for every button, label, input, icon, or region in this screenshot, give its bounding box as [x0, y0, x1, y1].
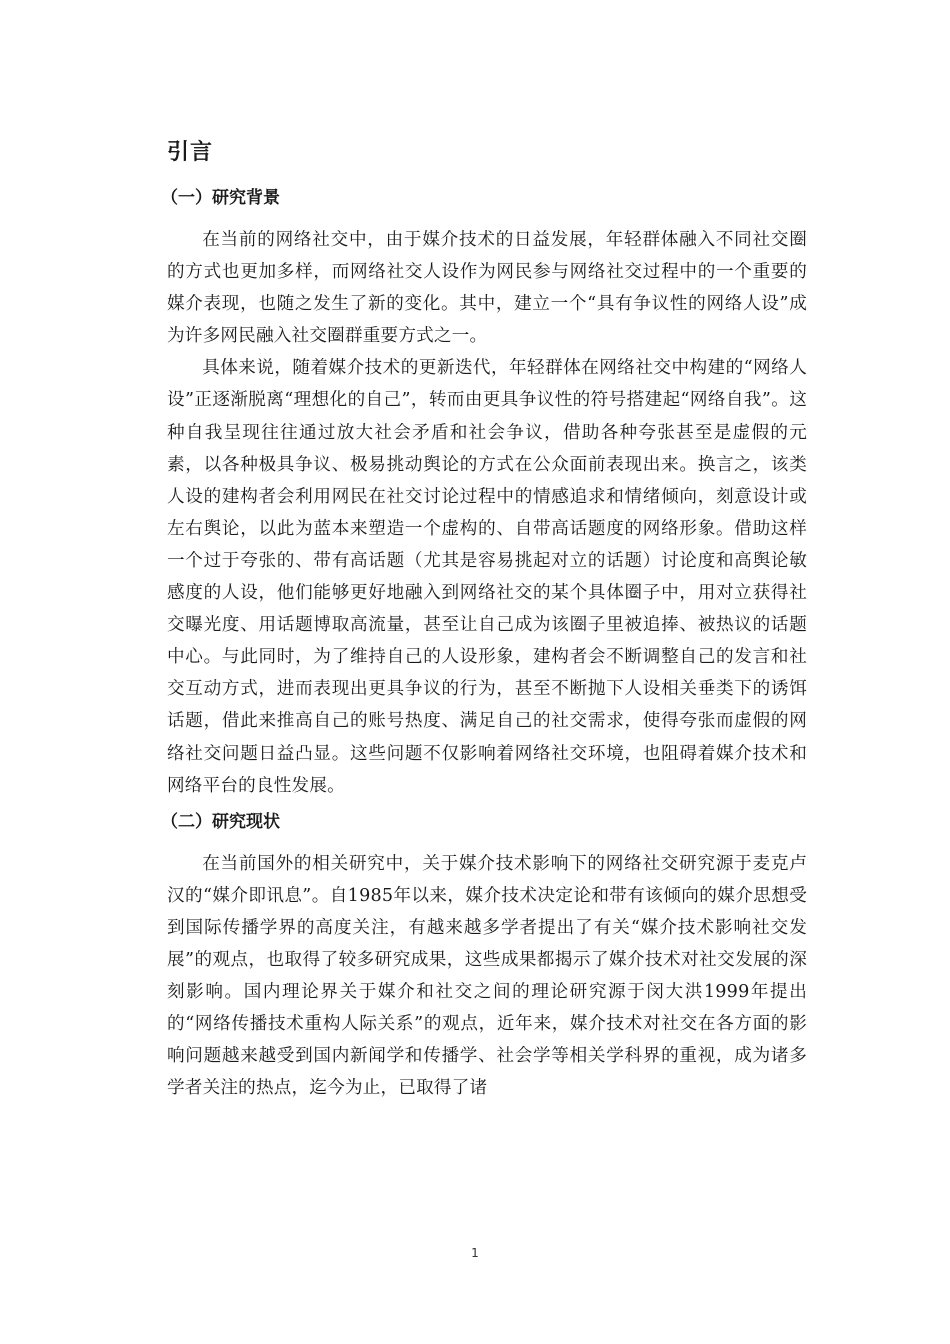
- section-status: [161, 810, 807, 1105]
- section-background: [161, 186, 807, 802]
- paragraph: 具体来说，随着媒介技术的更新迭代，年轻群体在网络社交中构建的“网络人设”正逐渐脱离“理想化的自己”，转而由更具争议性的符号搭建起“网络自我”。这种自我呈现往往通过放大社会矛盾和社会争议，借助各种夸张甚至是虚假的元素，以各种极具争议、极易挑动舆论的方式在公众面前表现出来。换言之，该类人设的建构者会利用网民在社交讨论过程中的情感追求和情绪倾向，刻意设计或左右舆论，以此为蓝本来塑造一个虚构的、自带高话题度的网络形象。借助这样一个过于夸张的、带有高话题（尤其是容易挑起对立的话题）讨论度和高舆论敏感度的人设，他们能够更好地融入到网络社交的某个具体圈子中，用对立获得社交曝光度、用话题博取高流量，甚至让自己成为该圈子里被追捧、被热议的话题中心。与此同时，为了维持自己的人设形象，建构者会不断调整自己的发言和社交互动方式，进而表现出更具争议的行为，甚至不断抛下人设相关垂类下的诱饵话题，借此来推高自己的账号热度、满足自己的社交需求，使得夸张而虚假的网络社交问题日益凸显。这些问题不仅影响着网络社交环境，也阻碍着媒介技术和网络平台的良性发展。: [167, 358, 807, 796]
- section-heading: （一）研究背景: [161, 188, 280, 208]
- paragraph: 在当前的网络社交中，由于媒介技术的日益发展，年轻群体融入不同社交圈的方式也更加多样，而网络社交人设作为网民参与网络社交过程中的一个重要的媒介表现，也随之发生了新的变化。其中，建立一个“具有争议性的网络人设”成为许多网民融入社交圈群重要方式之一。: [167, 230, 807, 347]
- page-content: [161, 138, 807, 1112]
- page-number: 1: [471, 1246, 479, 1260]
- section-heading: （二）研究现状: [161, 811, 280, 832]
- document-title: 引言: [167, 140, 214, 165]
- paragraph: 在当前国外的相关研究中，关于媒介技术影响下的网络社交研究源于麦克卢汉的“媒介即讯息”。自1985年以来，媒介技术决定论和带有该倾向的媒介思想受到国际传播学界的高度关注，有越来越多学者提出了有关“媒介技术影响社交发展”的观点，也取得了较多研究成果，这些成果都揭示了媒介技术对社交发展的深刻影响。国内理论界关于媒介和社交之间的理论研究源于闵大洪1999年提出的“网络传播技术重构人际关系”的观点，近年来，媒介技术对社交在各方面的影响问题越来越受到国内新闻学和传播学、社会学等相关学科界的重视，成为诸多学者关注的热点，迄今为止，已取得了诸: [167, 853, 807, 1099]
